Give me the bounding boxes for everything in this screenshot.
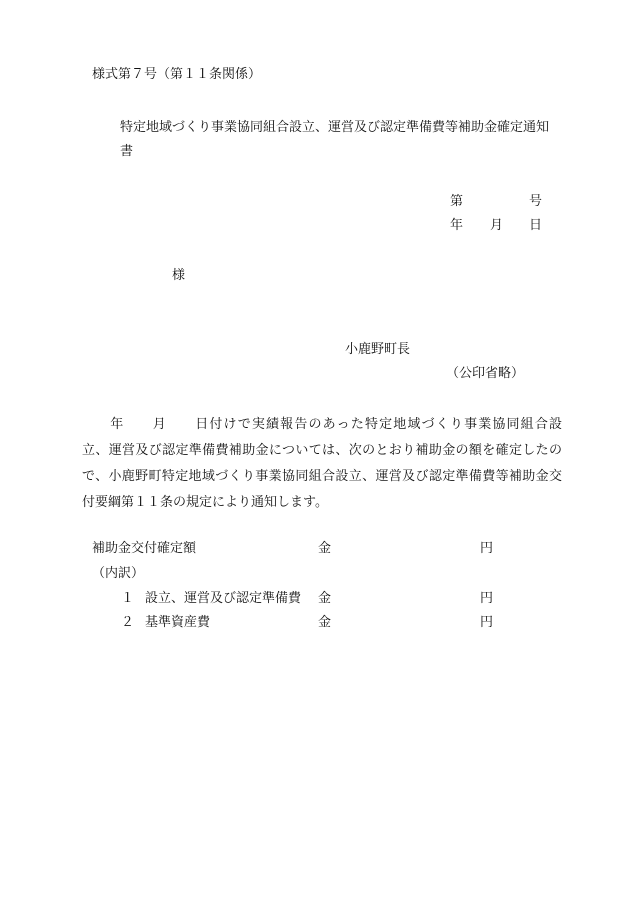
item-2-kin: 金 xyxy=(318,615,332,630)
date-day: 日 xyxy=(529,218,543,233)
document-title-line-2: 書 xyxy=(120,144,134,159)
item-1-label: 設立、運営及び認定準備費 xyxy=(145,591,302,606)
date-year: 年 xyxy=(450,218,464,233)
item-2-yen: 円 xyxy=(480,615,494,630)
doc-number-go: 号 xyxy=(529,194,543,209)
document-title-line-1: 特定地域づくり事業協同組合設立、運営及び認定準備費等補助金確定通知 xyxy=(120,120,550,135)
item-1-kin: 金 xyxy=(318,591,332,606)
body-paragraph xyxy=(82,412,562,516)
total-amount-label: 補助金交付確定額 xyxy=(92,541,197,556)
total-amount-yen: 円 xyxy=(480,541,494,556)
total-amount-kin: 金 xyxy=(318,541,332,556)
item-2-number: ２ xyxy=(121,615,135,630)
body-line: 年 月 日付けで実績報告のあった特定地域づくり事業協同組合設 xyxy=(82,417,562,432)
body-line: 付要綱第１１条の規定により通知します。 xyxy=(82,495,328,510)
issuer-name: 小鹿野町長 xyxy=(345,342,411,357)
form-number: 様式第７号（第１１条関係） xyxy=(92,67,262,82)
breakdown-label: （内訳） xyxy=(92,566,145,581)
item-1-yen: 円 xyxy=(480,591,494,606)
body-line: 立、運営及び認定準備費補助金については、次のとおり補助金の額を確定したの xyxy=(82,443,562,458)
item-1-number: １ xyxy=(121,591,135,606)
recipient-suffix: 様 xyxy=(172,268,186,283)
item-2-label: 基準資産費 xyxy=(145,615,211,630)
seal-omitted-note: （公印省略） xyxy=(446,366,525,381)
body-line: で、小鹿野町特定地域づくり事業協同組合設立、運営及び認定準備費等補助金交 xyxy=(82,469,562,484)
doc-number-dai: 第 xyxy=(450,194,464,209)
date-month: 月 xyxy=(490,218,504,233)
